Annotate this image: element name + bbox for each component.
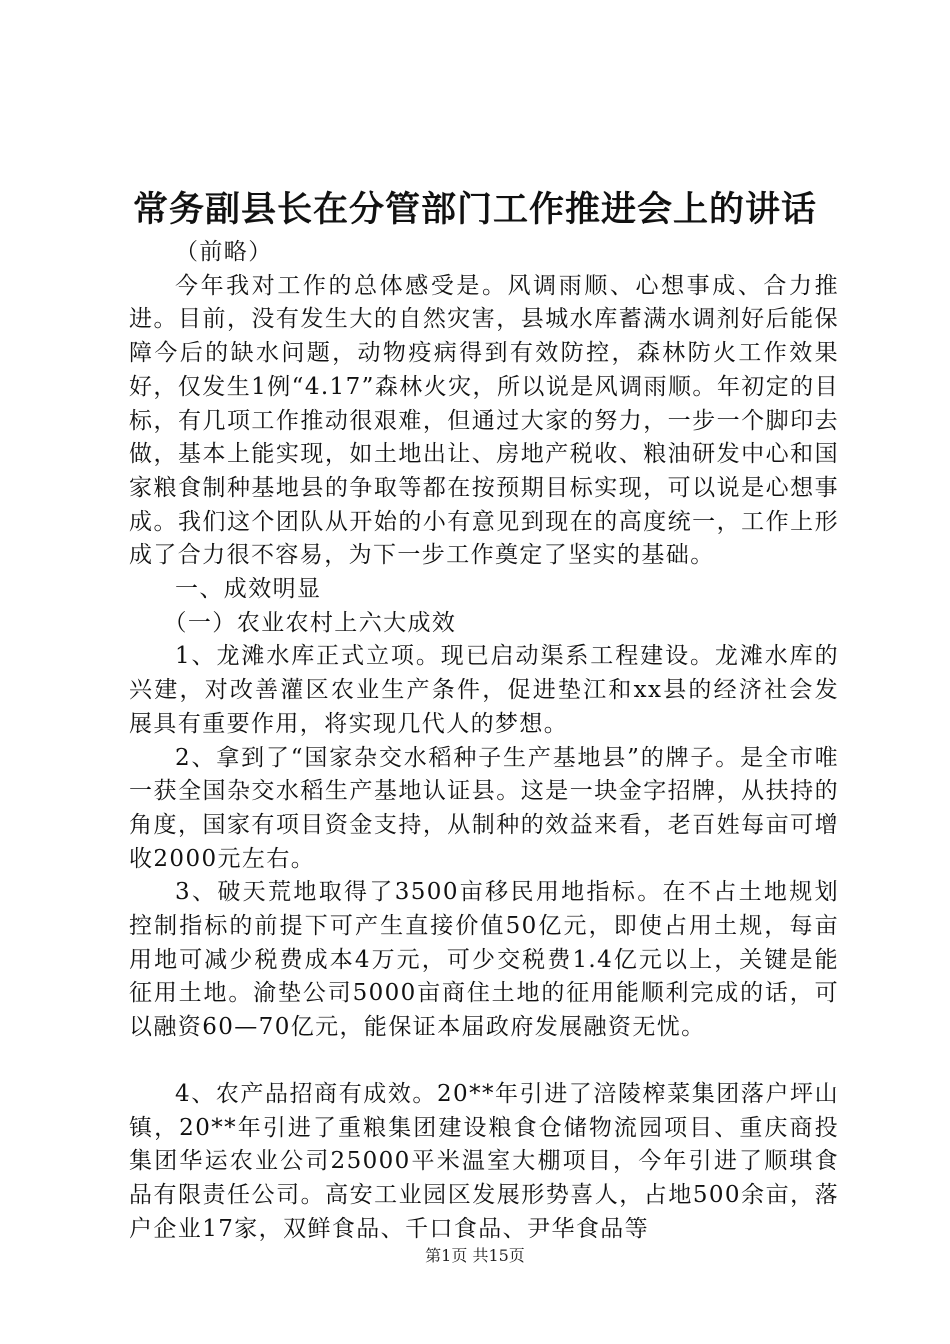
subsection-heading-agriculture: （一）农业农村上六大成效 — [163, 609, 457, 636]
page-number-footer: 第1页 共15页 — [425, 1246, 525, 1265]
paragraph-preface: （前略） — [175, 239, 273, 265]
document-body — [129, 236, 839, 1246]
paragraph-item-2: 2、拿到了“国家杂交水稻种子生产基地县”的牌子。是全市唯一获全国杂交水稻生产基地认证县。这是一块金字招牌，从扶持的角度，国家有项目资金支持，从制种的效益来看，老百姓每亩可增收2000元左右。 — [129, 744, 839, 872]
paragraph-overview: 今年我对工作的总体感受是。风调雨顺、心想事成、合力推进。目前，没有发生大的自然灾害，县城水库蓄满水调剂好后能保障今后的缺水问题，动物疫病得到有效防控，森林防火工作效果好，仅发生1例“4.17”森林火灾，所以说是风调雨顺。年初定的目标，有几项工作推动很艰难，但通过大家的努力，一步一个脚印去做，基本上能实现，如土地出让、房地产税收、粮油研发中心和国家粮食制种基地县的争取等都在按预期目标实现，可以说是心想事成。我们这个团队从开始的小有意见到现在的高度统一，工作上形成了合力很不容易，为下一步工作奠定了坚实的基础。 — [129, 272, 839, 569]
paragraph-item-3: 3、破天荒地取得了3500亩移民用地指标。在不占土地规划控制指标的前提下可产生直接价值50亿元，即使占用土规，每亩用地可减少税费成本4万元，可少交税费1.4亿元以上，关键是能征用土地。渝垫公司5000亩商住土地的征用能顺利完成的话，可以融资60—70亿元，能保证本届政府发展融资无忧。 — [129, 879, 839, 1041]
section-heading-achievements: 一、成效明显 — [175, 576, 322, 603]
paragraph-item-1: 1、龙滩水库正式立项。现已启动渠系工程建设。龙滩水库的兴建，对改善灌区农业生产条件，促进垫江和xx县的经济社会发展具有重要作用，将实现几代人的梦想。 — [129, 643, 839, 737]
document-title: 常务副县长在分管部门工作推进会上的讲话 — [132, 189, 817, 230]
paragraph-item-4: 4、农产品招商有成效。20**年引进了涪陵榨菜集团落户坪山镇，20**年引进了重粮集团建设粮食仓储物流园项目、重庆商投集团华运农业公司25000平米温室大棚项目，今年引进了顺琪食品有限责任公司。高安工业园区发展形势喜人，占地500余亩，落户企业17家，双鲜食品、千口食品、尹华食品等 — [129, 1080, 839, 1242]
